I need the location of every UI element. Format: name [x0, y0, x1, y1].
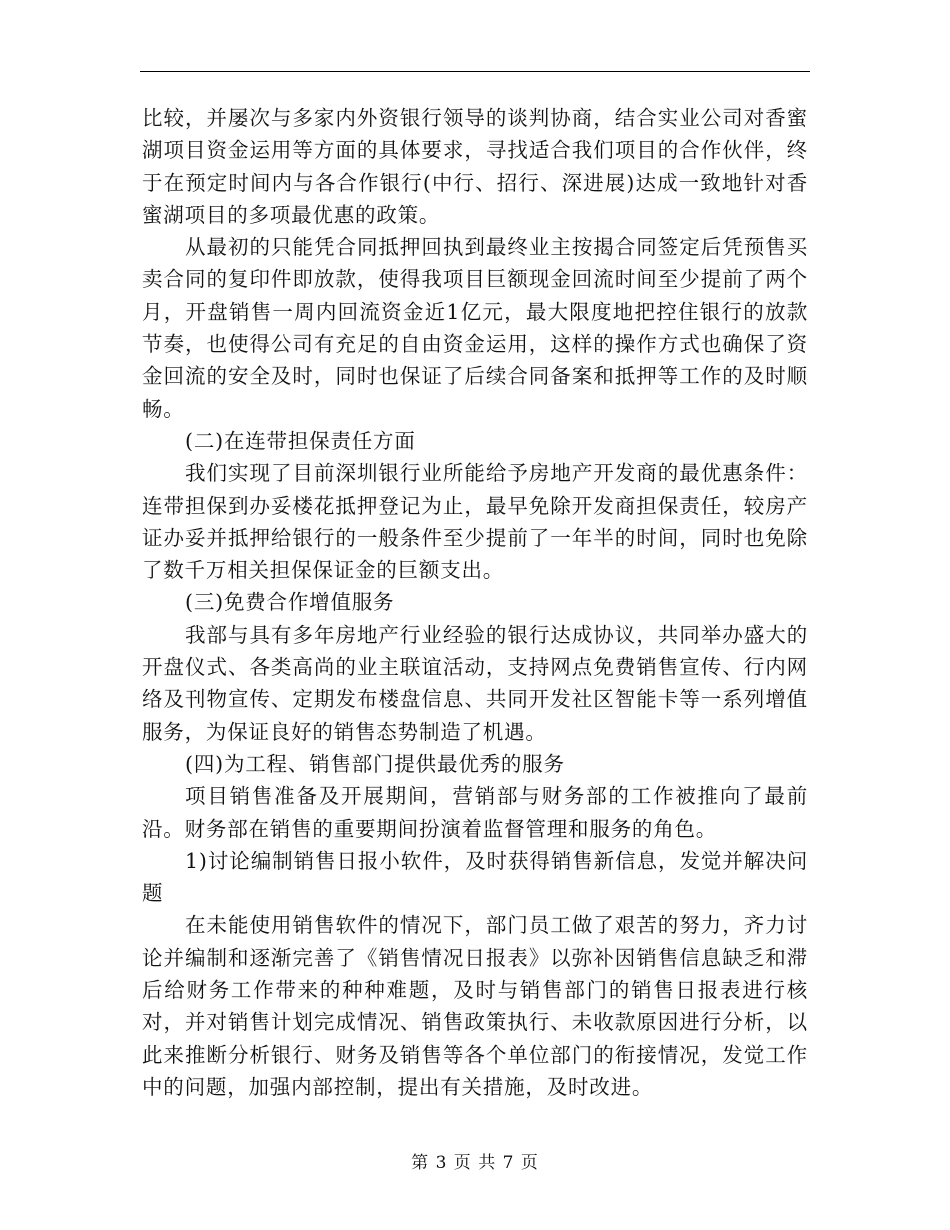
- document-body: [142, 102, 808, 1103]
- section-heading: (三)免费合作增值服务: [185, 590, 395, 615]
- paragraph: 在未能使用销售软件的情况下，部门员工做了艰苦的努力，齐力讨论并编制和逐渐完善了《销售情况日报表》以弥补因销售信息缺乏和滞后给财务工作带来的种种难题，及时与销售部门的销售日报表进行核对，并对销售计划完成情况、销售政策执行、未收款原因进行分析，以此来推断分析银行、财务及销售等各个单位部门的衔接情况，发觉工作中的问题，加强内部控制，提出有关措施，及时改进。: [142, 913, 808, 1099]
- header-rule: [140, 71, 810, 72]
- paragraph: 项目销售准备及开展期间，营销部与财务部的工作被推向了最前沿。财务部在销售的重要期间扮演着监督管理和服务的角色。: [142, 784, 808, 841]
- section-heading: (二)在连带担保责任方面: [185, 428, 416, 453]
- paragraph: 比较，并屡次与多家内外资银行领导的谈判协商，结合实业公司对香蜜湖项目资金运用等方面的具体要求，寻找适合我们项目的合作伙伴，终于在预定时间内与各合作银行(中行、招行、深进展)达成一致地针对香蜜湖项目的多项最优惠的政策。: [142, 106, 808, 227]
- paragraph: 我们实现了目前深圳银行业所能给予房地产开发商的最优惠条件：连带担保到办妥楼花抵押登记为止，最早免除开发商担保责任，较房产证办妥并抵押给银行的一般条件至少提前了一年半的时间，同时也免除了数千万相关担保保证金的巨额支出。: [142, 461, 808, 583]
- page-number-footer: 第 3 页 共 7 页: [411, 1153, 539, 1173]
- paragraph: 我部与具有多年房地产行业经验的银行达成协议，共同举办盛大的开盘仪式、各类高尚的业主联谊活动，支持网点免费销售宣传、行内网络及刊物宣传、定期发布楼盘信息、共同开发社区智能卡等一系列增值服务，为保证良好的销售态势制造了机遇。: [142, 622, 808, 744]
- section-heading: (四)为工程、销售部门提供最优秀的服务: [185, 751, 565, 776]
- paragraph: 从最初的只能凭合同抵押回执到最终业主按揭合同签定后凭预售买卖合同的复印件即放款，使得我项目巨额现金回流时间至少提前了两个月，开盘销售一周内回流资金近1亿元，最大限度地把控住银行的放款节奏，也使得公司有充足的自由资金运用，这样的操作方式也确保了资金回流的安全及时，同时也保证了后续合同备案和抵押等工作的及时顺畅。: [142, 235, 808, 421]
- subsection-heading: 1)讨论编制销售日报小软件，及时获得销售新信息，发觉并解决问题: [142, 848, 808, 906]
